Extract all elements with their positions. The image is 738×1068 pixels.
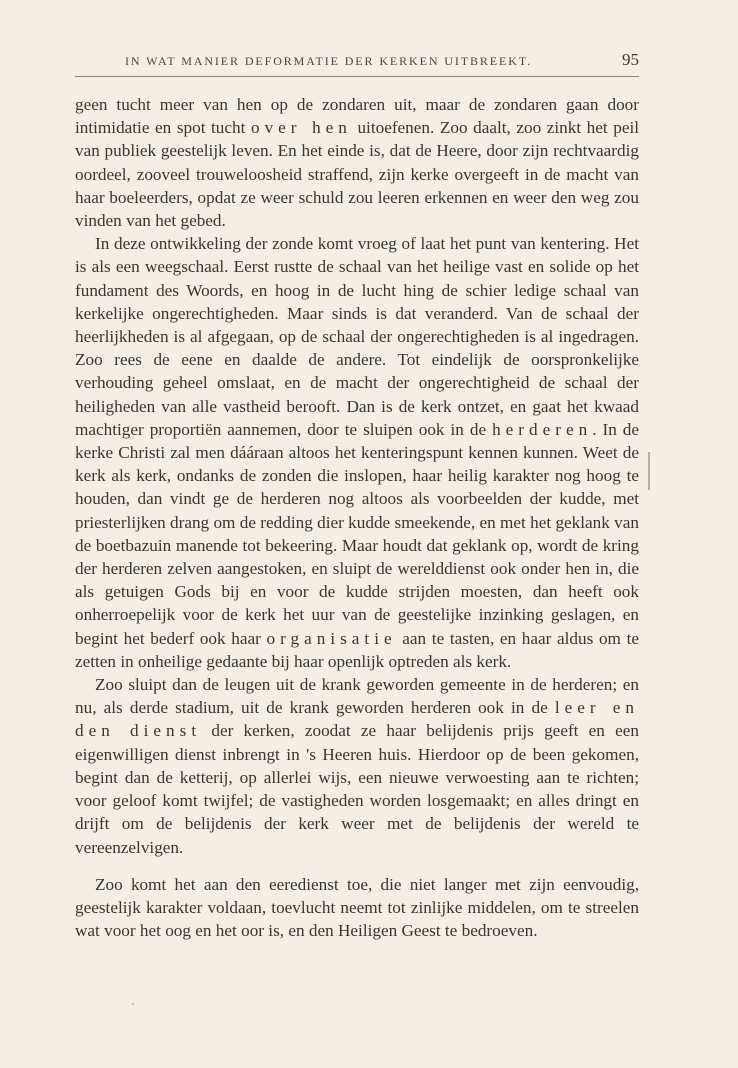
paragraph-3-spaced-emphasis: leer en den dienst — [75, 698, 639, 741]
paragraph-3 — [75, 673, 639, 859]
paragraph-2-text: In deze ontwikkeling der zonde komt vroeg of laat het punt van kentering. Het is als een weegschaal. Eerst rustte de schaal van het heilige vast en solide op het fundament des Woords, en hoog in de lucht hing de schier ledige schaal van kerkelijke ongerechtigheden. Maar sinds is dat veranderd. Van de schaal der heerlijkheden is al afgegaan, op de schaal der ongerechtigheden is al ingedragen. Zoo rees de eene en daalde de andere. Tot eindelijk de oorspronkelijke verhouding geheel omslaat, en de macht der ongerechtigheid de schaal der heiligheden van alle vastheid berooft. Dan is de kerk ontzet, en gaat het kwaad machtiger proportiën aannemen, door te sluipen ook in de — [75, 234, 639, 439]
paragraph-1 — [75, 93, 639, 232]
paragraph-1-text: geen tucht meer van hen op de zondaren uit, maar de zondaren gaan door intimidatie en spot tucht — [75, 95, 639, 138]
header-rule — [75, 76, 639, 77]
running-title: IN WAT MANIER DEFORMATIE DER KERKEN UITBREEKT. — [125, 54, 533, 68]
page-number: 95 — [622, 50, 639, 69]
paragraph-4 — [75, 873, 639, 943]
paper-speck — [132, 1003, 134, 1005]
paragraph-2-text-middle: . In de kerke Christi zal men dááraan altoos het kenteringspunt kennen kunnen. Weet de kerk als kerk, ondanks de zonden die inslopen, haar heilig karakter nog hoog te houden, dan vindt ge de herderen nog altoos als voorbeelden der kudde, met priesterlijken drang om de redding dier kudde smeekende, en met het geklank van de boetbazuin manende tot bekeering. Maar houdt dat geklank op, wordt de kring der herderen zelven aangestoken, en sluipt de werelddienst ook onder hen in, die als getuigen Gods bij en voor de kudde strijden moesten, dan heeft ook onherroepelijk voor de kerk het uur van de geestelijke inzinking geslagen, en begint het bederf ook haar — [75, 419, 639, 648]
body-text — [75, 93, 639, 942]
paragraph-1-text-end: uitoefenen. Zoo daalt, zoo zinkt het peil van publiek geestelijk leven. En het einde is, dat de Heere, door zijn rechtvaardig oordeel, zooveel trouweloosheid straffend, zijn kerke overgeeft in de macht van haar boeleerders, opdat ze weer schuld zou leeren erkennen en weer den weg zou vinden van het gebed. — [75, 118, 639, 231]
paragraph-1-spaced-emphasis: over hen — [250, 118, 352, 138]
running-head — [75, 50, 639, 72]
paragraph-2-text-end: aan te tasten, en haar aldus om te zetten in onheilige gedaante bij haar openlijk optreden als kerk. — [75, 628, 639, 671]
paragraph-3-text-end: der kerken, zoodat ze haar belijdenis prijs geeft en een eigenwilligen dienst inbrengt in 's Heeren huis. Hierdoor op de been gekomen, begint dan de ketterij, op allerlei wijs, een nieuwe verwoesting aan te richten; voor geloof komt twijfel; de vastigheden worden losgemaakt; en alles dringt en drijft om de belijdenis der kerk weer met de belijdenis der wereld te vereenzelvigen. — [75, 721, 639, 857]
paragraph-4-text: Zoo komt het aan den eeredienst toe, die niet langer met zijn eenvoudig, geestelijk karakter voldaan, toevlucht neemt tot zinlijke middelen, om te streelen wat voor het oog en het oor is, en den Heiligen Geest te bedroeven. — [75, 874, 639, 941]
paragraph-2-spaced-emphasis-organisatie: organisatie — [266, 628, 397, 648]
paragraph-3-text: Zoo sluipt dan de leugen uit de krank geworden gemeente in de herderen; en nu, als derde stadium, uit de krank geworden herderen ook in de — [75, 675, 639, 718]
paragraph-2 — [75, 232, 639, 673]
paragraph-2-spaced-emphasis-herderen: herderen — [492, 419, 593, 439]
margin-mark — [648, 452, 650, 490]
